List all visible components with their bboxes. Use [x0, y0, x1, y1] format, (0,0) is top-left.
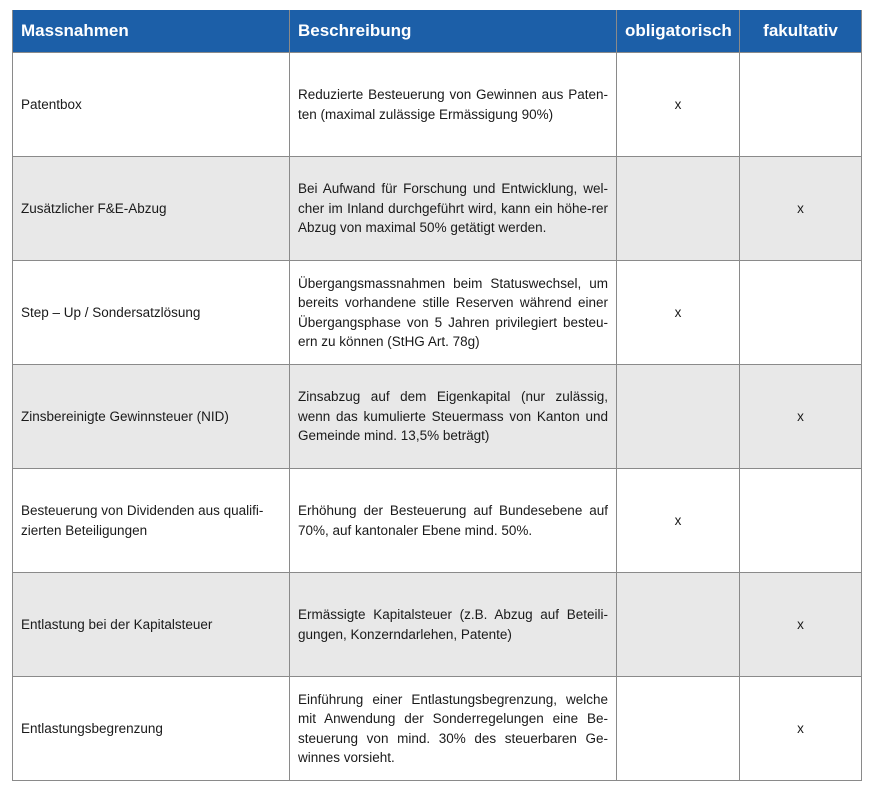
measure-name: Besteuerung von Dividenden aus qualifi-zierten Beteiligungen	[13, 469, 290, 573]
measures-table	[12, 10, 862, 781]
measure-name: Step – Up / Sondersatzlösung	[13, 261, 290, 365]
header-optional: fakultativ	[740, 10, 862, 53]
table-body	[13, 53, 862, 781]
header-measure: Massnahmen	[13, 10, 290, 53]
measure-name: Entlastungsbegrenzung	[13, 677, 290, 781]
table-header	[13, 10, 862, 53]
measure-name: Zinsbereinigte Gewinnsteuer (NID)	[13, 365, 290, 469]
mandatory-mark	[617, 677, 740, 781]
optional-mark	[740, 469, 862, 573]
optional-mark: x	[740, 365, 862, 469]
table-row	[13, 469, 862, 573]
measure-description: Bei Aufwand für Forschung und Entwicklung, wel-cher im Inland durchgeführt wird, kann ein höhe-rer Abzug von maximal 50% getätigt werden.	[290, 157, 617, 261]
optional-mark: x	[740, 573, 862, 677]
table-row	[13, 365, 862, 469]
mandatory-mark: x	[617, 53, 740, 157]
table-row	[13, 573, 862, 677]
table-row	[13, 157, 862, 261]
mandatory-mark	[617, 157, 740, 261]
measure-description: Ermässigte Kapitalsteuer (z.B. Abzug auf Beteili-gungen, Konzerndarlehen, Patente)	[290, 573, 617, 677]
table-row	[13, 53, 862, 157]
measure-name: Entlastung bei der Kapitalsteuer	[13, 573, 290, 677]
measure-description: Zinsabzug auf dem Eigenkapital (nur zulässig, wenn das kumulierte Steuermass von Kanton und Gemeinde mind. 13,5% beträgt)	[290, 365, 617, 469]
header-row	[13, 10, 862, 53]
measure-description: Einführung einer Entlastungsbegrenzung, welche mit Anwendung der Sonderregelungen eine Be-steuerung von mind. 30% des steuerbaren Ge-winnes vorsieht.	[290, 677, 617, 781]
measure-description: Reduzierte Besteuerung von Gewinnen aus Paten-ten (maximal zulässige Ermässigung 90%)	[290, 53, 617, 157]
mandatory-mark	[617, 573, 740, 677]
table-row	[13, 261, 862, 365]
measure-description: Erhöhung der Besteuerung auf Bundesebene auf 70%, auf kantonaler Ebene mind. 50%.	[290, 469, 617, 573]
mandatory-mark: x	[617, 469, 740, 573]
optional-mark: x	[740, 677, 862, 781]
header-description: Beschreibung	[290, 10, 617, 53]
measure-name: Zusätzlicher F&E-Abzug	[13, 157, 290, 261]
optional-mark	[740, 261, 862, 365]
measure-description: Übergangsmassnahmen beim Statuswechsel, um bereits vorhandene stille Reserven während einer Übergangsphase von 5 Jahren privilegiert besteu-ern zu können (StHG Art. 78g)	[290, 261, 617, 365]
optional-mark: x	[740, 157, 862, 261]
measure-name: Patentbox	[13, 53, 290, 157]
mandatory-mark	[617, 365, 740, 469]
header-mandatory: obligatorisch	[617, 10, 740, 53]
optional-mark	[740, 53, 862, 157]
mandatory-mark: x	[617, 261, 740, 365]
table-row	[13, 677, 862, 781]
